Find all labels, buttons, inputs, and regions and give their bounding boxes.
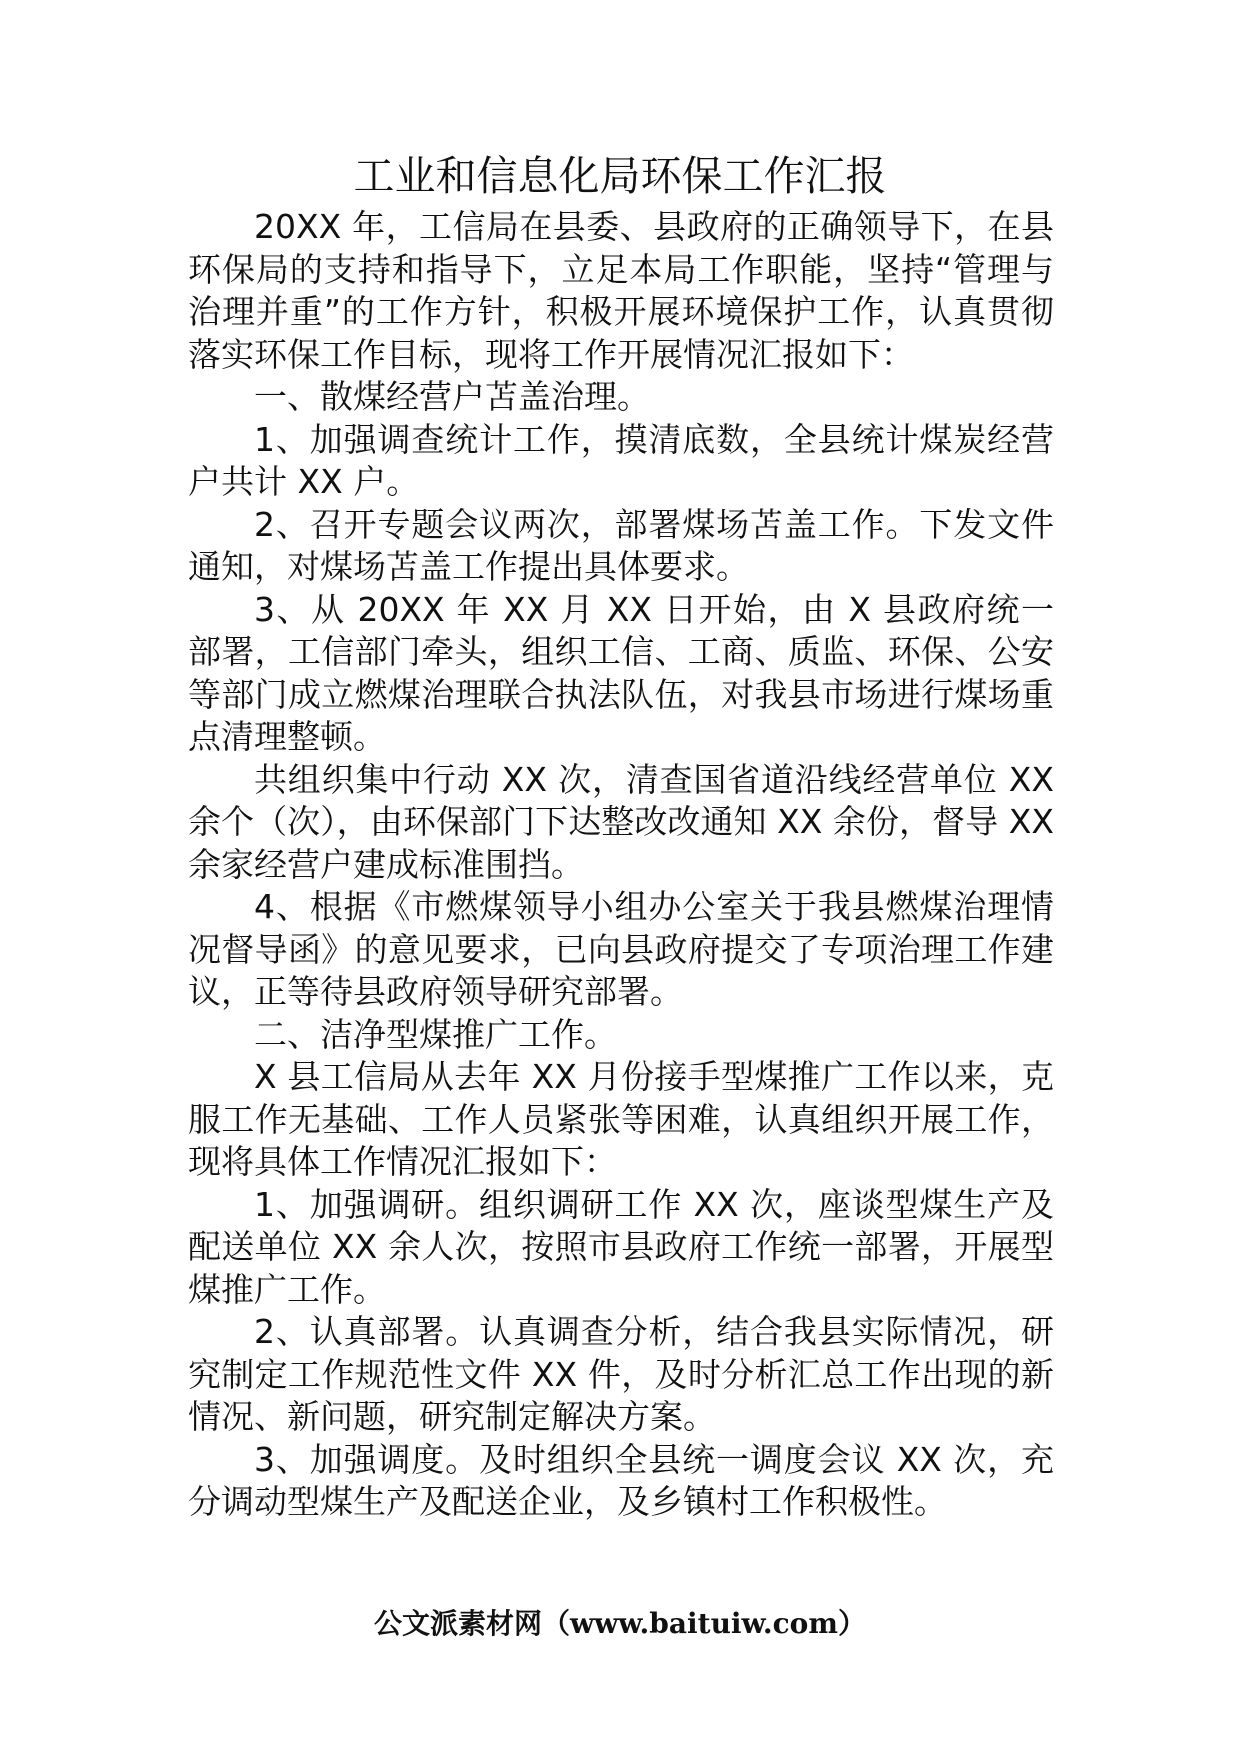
footer-watermark: 公文派素材网（www.baituiw.com） (374, 1607, 866, 1640)
section-heading-1: 一、散煤经营户苫盖治理。 (254, 377, 650, 416)
paragraph-item: X 县工信局从去年 XX 月份接手型煤推广工作以来，克服工作无基础、工作人员紧张等困难，认真组织开展工作，现将具体工作情况汇报如下： (188, 1057, 1054, 1181)
paragraph-item: 3、从 20XX 年 XX 月 XX 日开始，由 X 县政府统一部署，工信部门牵头，组织工信、工商、质监、环保、公安等部门成立燃煤治理联合执法队伍，对我县市场进行煤场重点清理整顿。 (188, 589, 1054, 756)
document-title: 工业和信息化局环保工作汇报 (353, 152, 887, 200)
paragraph-item: 2、召开专题会议两次，部署煤场苫盖工作。下发文件通知，对煤场苫盖工作提出具体要求。 (188, 504, 1054, 586)
section-heading-2: 二、洁净型煤推广工作。 (254, 1014, 617, 1054)
paragraph-item: 1、加强调研。组织调研工作 XX 次，座谈型煤生产及配送单位 XX 余人次，按照市县政府工作统一部署，开展型煤推广工作。 (188, 1184, 1054, 1309)
paragraph-item: 3、加强调度。及时组织全县统一调度会议 XX 次，充分调动型煤生产及配送企业，及乡镇村工作积极性。 (188, 1439, 1054, 1521)
paragraph-item: 共组织集中行动 XX 次，清查国省道沿线经营单位 XX 余个（次），由环保部门下达整改改通知 XX 余份，督导 XX 余家经营户建成标准围挡。 (188, 759, 1054, 884)
paragraph-item: 2、认真部署。认真调查分析，结合我县实际情况，研究制定工作规范性文件 XX 件，及时分析汇总工作出现的新情况、新问题，研究制定解决方案。 (188, 1312, 1054, 1436)
paragraph-item: 1、加强调查统计工作，摸清底数，全县统计煤炭经营户共计 XX 户。 (188, 419, 1054, 501)
paragraph-intro: 20XX 年，工信局在县委、县政府的正确领导下，在县环保局的支持和指导下，立足本局工作职能，坚持“管理与治理并重”的工作方针，积极开展环境保护工作，认真贯彻落实环保工作目标，现将工作开展情况汇报如下： (188, 207, 1054, 374)
document-body (188, 206, 1054, 1524)
paragraph-item: 4、根据《市燃煤领导小组办公室关于我县燃煤治理情况督导函》的意见要求，已向县政府提交了专项治理工作建议，正等待县政府领导研究部署。 (188, 887, 1054, 1011)
